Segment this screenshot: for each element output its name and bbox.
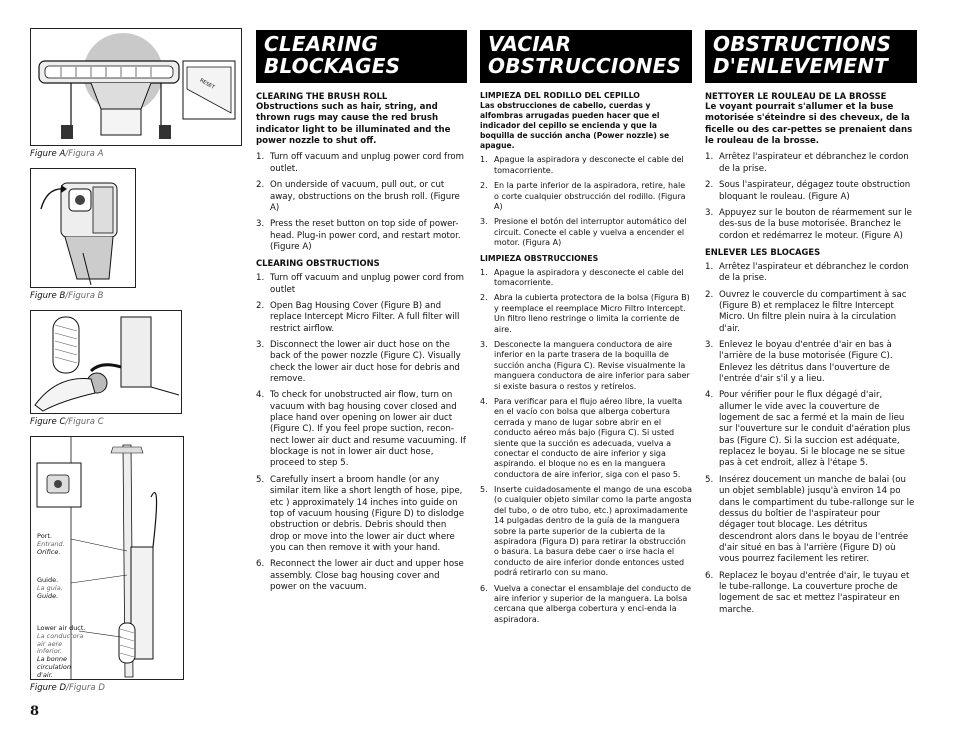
french-obstruction-steps: [705, 262, 917, 616]
list-item: 1. Turn off vacuum and unplug power cord from outlet: [256, 273, 465, 295]
list-item: 2. Ouvrez le couvercle du compartiment à sac (Figure B) et remplacez le filtre Intercept Micro. Un filtre plein nuira à la circulation d'air.: [705, 289, 907, 334]
list-item: 5. Carefully insert a broom handle (or any similar item like a short length of hose, pipe, etc ) approximately 14 inches into guide on top of vacuum housing (Figure D) to dislodge obstruction or debris. Debris should then drop or move into the lower air duct where you can then remove it with your hand.: [256, 474, 465, 553]
list-item: 1. Apague la aspiradora y desconecte el cable del tomacorriente.: [480, 155, 684, 175]
figure-b-illustration: [31, 169, 135, 287]
english-obstruction-steps: [256, 273, 467, 593]
label-lower-air-duct: Lower air duct. La conductora air aere inferior. La bonne circulation d'air.: [37, 624, 86, 679]
french-column: [705, 30, 917, 621]
spanish-column: [480, 30, 692, 630]
list-item: 6. Replacez le boyau d'entrée d'air, le tuyau et le tube-rallonge. La couverture proche de logement de sac et mettez l'aspirateur en marche.: [705, 570, 910, 615]
french-brush-steps: [705, 152, 917, 241]
figure-a-caption: Figure A/Figura A: [30, 149, 104, 159]
list-item: 3. Press the reset button on top side of power-head. Plug-in power cord, and restart motor. (Figure A): [256, 219, 461, 252]
list-item: 1. Turn off vacuum and unplug power cord from outlet.: [256, 152, 465, 174]
french-title: OBSTRUCTIONS D'ENLEVEMENT: [705, 30, 917, 83]
french-brush-heading: NETTOYER LE ROULEAU DE LA BROSSE: [705, 91, 887, 101]
list-item: 2. Sous l'aspirateur, dégagez toute obstruction bloquant le rouleau. (Figure A): [705, 180, 911, 202]
english-obstructions-heading: CLEARING OBSTRUCTIONS: [256, 258, 380, 269]
list-item: 5. Inserte cuidadosamente el mango de una escoba (o cualquier objeto similar como la parte angosta del tubo, o de otro tubo, etc.) aproximadamente 14 pulgadas dentro de la guía de la manguera sobre la parte superior de la cubierta de la aspiradora (Figura D) para retirar la obstrucción o basura. La basura debe caer o irse hacia el conducto de aire inferior donde entonces usted podrá retirarlo con su mano.: [480, 485, 692, 578]
figure-a-illustration: [31, 29, 241, 145]
figure-c-illustration: [31, 311, 181, 413]
list-item: 1. Arrêtez l'aspirateur et débranchez le cordon de la prise.: [705, 152, 909, 174]
figure-b: [30, 168, 136, 288]
english-brush-lead: Obstructions such as hair, string, and thrown rugs may cause the red brush indicator light to be illuminated and the power nozzle to shut off.: [256, 102, 451, 147]
figure-c: [30, 310, 182, 414]
label-port: Port. Entrand. Orifice.: [37, 532, 65, 556]
list-item: 2. Open Bag Housing Cover (Figure B) and replace Intercept Micro Filter. A full filter will restrict airflow.: [256, 301, 460, 334]
figure-d-caption: Figure D/Figura D: [30, 683, 105, 693]
list-item: 4. Pour vérifier pour le flux dégagé d'air, allumer le vide avec la couverture de logement de sac a fermé et la main de lieu sur l'ouverture sur le conduit d'aération plus bas (Figure C). Si la succion est adéquate, replacez le boyau. Si le blocage ne se situe pas à cet endroit, allez à l'étape 5.: [705, 390, 911, 469]
figure-d: [30, 436, 184, 680]
list-item: 2. En la parte inferior de la aspiradora, retire, hale o corte cualquier obstrucción del rodillo. (Figura A): [480, 181, 686, 211]
list-item: 3. Presione el botón del interruptor automático del circuit. Conecte el cable y vuelva a encender el motor. (Figura A): [480, 217, 687, 248]
spanish-brush-lead: Las obstrucciones de cabello, cuerdas y alfombras arrugadas pueden hacer que el indicador del cepillo se encienda y que la boquilla de succión ancha (Power nozzle) se apague.: [480, 101, 670, 150]
figure-column: [30, 28, 242, 702]
label-guide: Guide. La guía. Guide.: [37, 576, 63, 600]
french-brush-lead: Le voyant pourrait s'allumer et la buse motorisée s'éteindre si des cheveux, de la ficelle ou des car-pettes se prenaient dans le rouleau de la brosse.: [705, 102, 913, 147]
list-item: 1. Apague la aspiradora y desconecte el cable del tomacorriente.: [480, 267, 684, 288]
list-item: 4. To check for unobstructed air flow, turn on vacuum with bag housing cover closed and place hand over opening on lower air duct (Figure C). If you feel prope suction, recon-nect lower air duct and resume vacuuming. If blockage is not in lower air duct hose, proceed to step 5.: [256, 390, 466, 469]
list-item: 6. Reconnect the lower air duct and upper hose assembly. Close bag housing cover and power on the vacuum.: [256, 559, 464, 592]
list-item: 1. Arrêtez l'aspirateur et débranchez le cordon de la prise.: [705, 261, 909, 284]
list-item: 2. On underside of vacuum, pull out, or cut away, obstructions on the brush roll. (Figure A): [256, 180, 460, 213]
figure-c-caption: Figure C/Figura C: [30, 417, 104, 427]
list-item: 3. Disconnect the lower air duct hose on the back of the power nozzle (Figure C). Visually check the lower air duct hose for debris and remove.: [256, 340, 461, 385]
french-obstructions-heading: ENLEVER LES BLOCAGES: [705, 246, 821, 257]
english-column: [256, 30, 467, 598]
spanish-brush-heading: LIMPIEZA DEL RODILLO DEL CEPILLO: [480, 91, 640, 100]
figure-a: [30, 28, 242, 146]
spanish-brush-steps: [480, 155, 692, 248]
list-item: 3. Appuyez sur le bouton de réarmement sur le des-sus de la buse motorisée. Branchez le cordon et redémarrez le moteur. (Figure A): [705, 207, 912, 241]
figure-b-caption: Figure B/Figura B: [30, 291, 104, 301]
reset-label: RESET: [198, 77, 216, 91]
page-number: 8: [30, 704, 40, 719]
list-item: 6. Vuelva a conectar el ensamblaje del conducto de aire inferior y superior de la manguera. La bolsa cercana que alberga cobertura y enci-enda la aspiradora.: [480, 583, 692, 624]
english-brush-heading: CLEARING THE BRUSH ROLL: [256, 91, 388, 101]
list-item: 5. Insérez doucement un manche de balai (ou un objet semblable) jusqu'à environ 14 po dans le compartiment du tube-rallonge sur le dessus du boîtier de l'aspirateur pour dégager tout blocage. Les détritus descendront alors dans le boyau de l'entrée d'air situé en bas à l'arrière (Figure D) où vous pourrez facilement les retirer.: [705, 474, 915, 565]
spanish-obstructions-heading: LIMPIEZA OBSTRUCCIONES: [480, 253, 599, 263]
list-item: 4. Para verificar para el flujo aéreo libre, la vuelta en el vacío con bolsa que alberga cobertura cerrada y mano de lugar sobre abrir en el conducto aéreo más bajo (Figura C). Si usted siente que la succión es adecuada, vuelva a conectar el conducto de aire inferior y siga aspirando. el bloque no es en la manguera conductora de aire inferior, siga con el paso 5.: [480, 396, 683, 479]
spanish-obstruction-steps: [480, 268, 692, 626]
english-brush-steps: [256, 152, 467, 253]
spanish-title: VACIAR OBSTRUCCIONES: [480, 30, 692, 83]
english-title: CLEARING BLOCKAGES: [256, 30, 467, 83]
list-item: 3. Enlevez le boyau d'entrée d'air en bas à l'arrière de la buse motorisée (Figure C). Enlevez les détritus dans l'ouverture de l'entrée d'air s'il y a lieu.: [705, 340, 893, 385]
list-item: 2. Abra la cubierta protectora de la bolsa (Figura B) y reemplace el reemplace Micro Filtro Intercept. Un filtro lleno restringe o limita la corriente de aire.: [480, 293, 690, 334]
list-item: 3. Desconecte la manguera conductora de aire inferior en la parte trasera de la boquilla de succión ancha (Figura C). Revise visualmente la manguera conductora de aire inferior para saber si existe basura o restos y retírelos.: [480, 340, 690, 391]
